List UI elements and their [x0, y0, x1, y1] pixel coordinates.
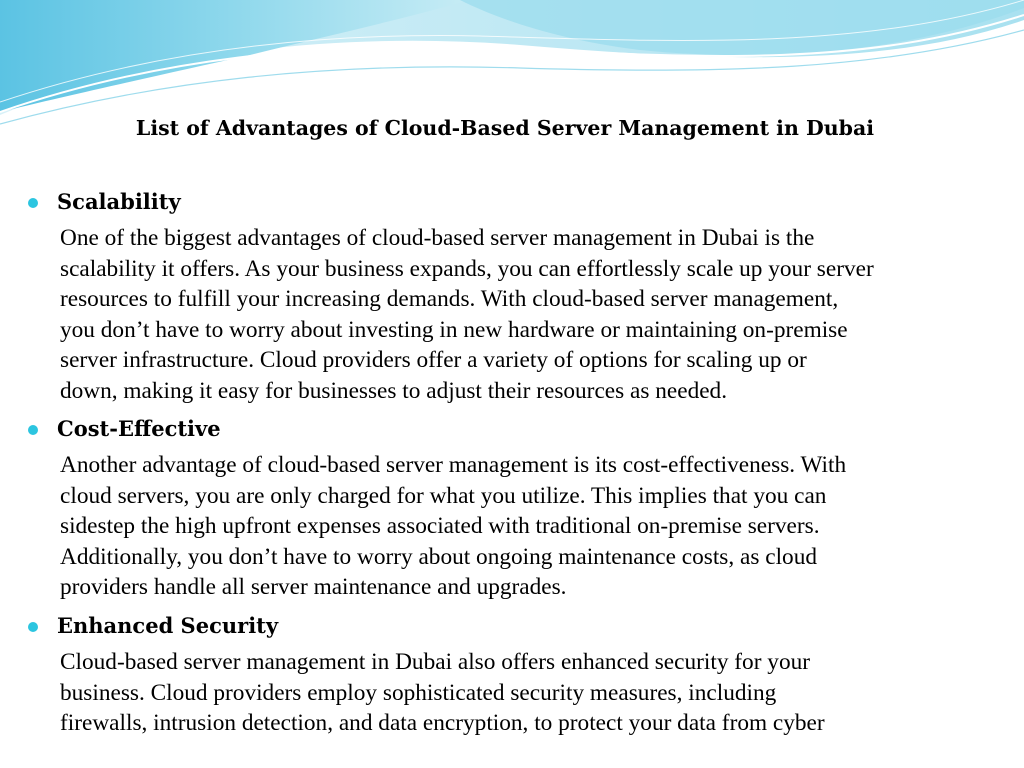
body-line: cloud servers, you are only charged for what you utilize. This implies that you can: [60, 482, 827, 509]
section-enhanced-security: [57, 611, 1002, 739]
section-heading: Cost-Effective: [57, 416, 221, 441]
body-line: Cloud-based server management in Dubai also offers enhanced security for your: [60, 649, 810, 675]
body-line: firewalls, intrusion detection, and data encryption, to protect your data from cyber: [60, 710, 825, 736]
bullet-icon: [28, 622, 38, 632]
body-line: down, making it easy for businesses to adjust their resources as needed.: [60, 377, 728, 404]
bullet-icon: [28, 425, 38, 435]
header-wave-decoration: [0, 0, 1024, 130]
body-line: resources to fulfill your increasing demands. With cloud-based server management,: [60, 286, 839, 312]
body-line: sidestep the high upfront expenses associated with traditional on-premise servers.: [60, 513, 820, 539]
section-heading: Enhanced Security: [57, 613, 279, 638]
body-line: One of the biggest advantages of cloud-based server management in Dubai is the: [60, 225, 815, 251]
body-line: providers handle all server maintenance and upgrades.: [60, 574, 567, 600]
section-scalability: [57, 187, 1002, 406]
section-body: [57, 223, 1002, 406]
body-line: server infrastructure. Cloud providers offer a variety of options for scaling up or: [60, 347, 807, 373]
section-heading: Scalability: [57, 189, 181, 214]
bullet-icon: [28, 198, 38, 208]
body-line: Additionally, you don’t have to worry about ongoing maintenance costs, as cloud: [60, 543, 818, 570]
body-line: you don’t have to worry about investing in new hardware or maintaining on-premise: [60, 316, 848, 343]
section-cost-effective: [57, 414, 1002, 603]
section-body: [57, 647, 1002, 739]
body-line: scalability it offers. As your business expands, you can effortlessly scale up your server: [60, 255, 874, 282]
body-line: business. Cloud providers employ sophisticated security measures, including: [60, 679, 777, 706]
section-body: [57, 450, 1002, 603]
slide-title: List of Advantages of Cloud-Based Server Management in Dubai: [135, 116, 875, 140]
body-line: Another advantage of cloud-based server management is its cost-effectiveness. With: [60, 452, 847, 478]
